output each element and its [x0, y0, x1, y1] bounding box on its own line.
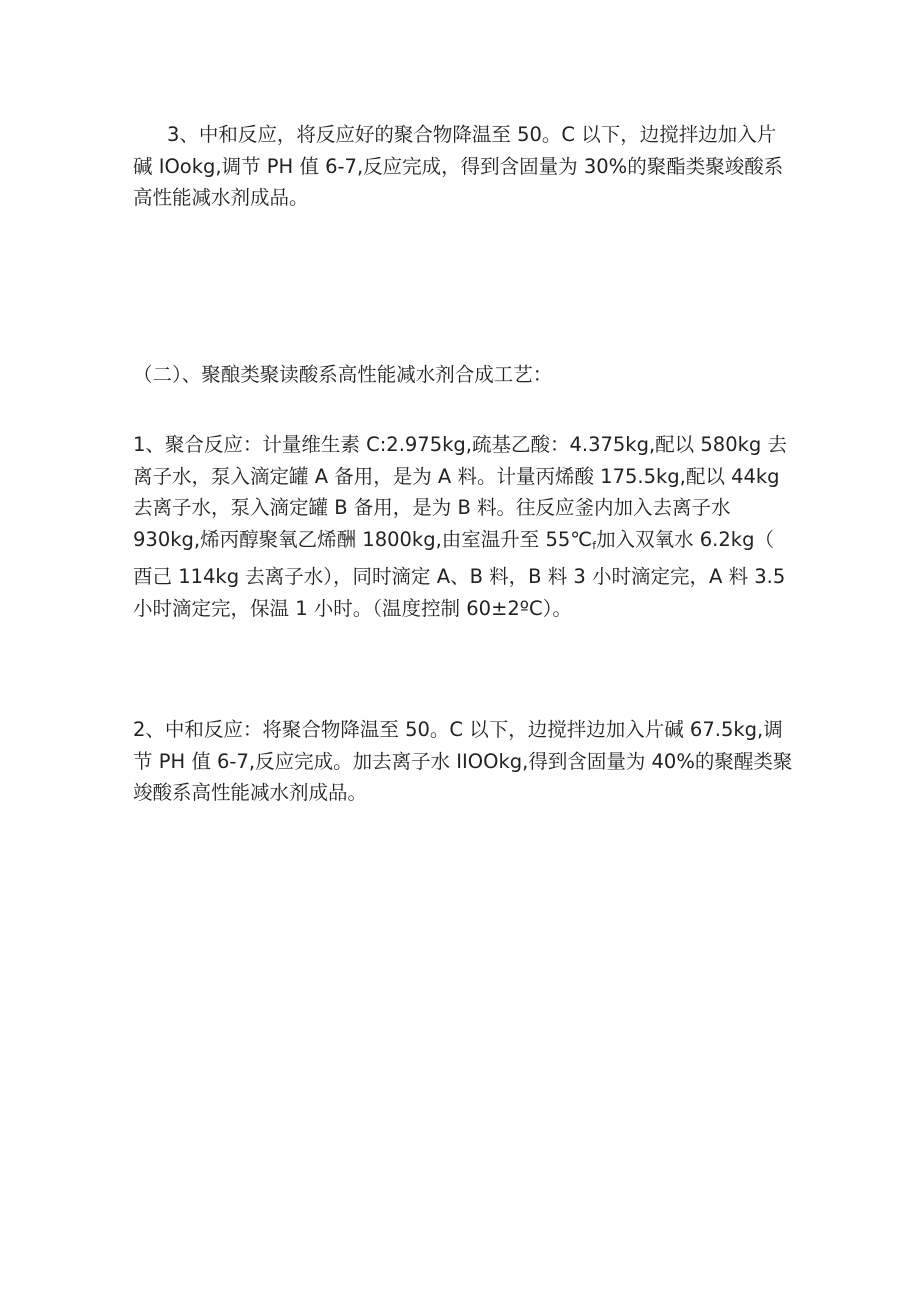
paragraph-step3: [133, 119, 798, 214]
step1-line-4: [133, 524, 798, 562]
step2-line-2: 节 PH 值 6-7,反应完成。加去离子水 IIOOkg,得到含固量为 40%的聚醒类聚: [133, 749, 793, 773]
step1-line-6: 小时滴定完，保温 1 小时。（温度控制 60±2ºC）。: [133, 596, 572, 620]
step1-line-2: 离子水，泵入滴定罐 A 备用，是为 A 料。计量丙烯酸 175.5kg,配以 44kg: [133, 464, 780, 488]
step1-line-4-head: 930kg,烯丙醇聚氧乙烯酬 1800kg,由室温升至 55℃: [133, 527, 593, 551]
section2-heading: [133, 359, 798, 391]
step1-line-4-subscript: f: [592, 538, 597, 552]
step1-line-1: 1、聚合反应：计量维生素 C:2.975kg,疏基乙酸：4.375kg,配以 580kg 去: [133, 433, 787, 456]
step3-line-1: 3、中和反应，将反应好的聚合物降温至 50。C 以下，边搅拌边加入片: [167, 123, 777, 146]
step3-line-2: 碱 IOokg,调节 PH 值 6-7,反应完成，得到含固量为 30%的聚酯类聚竣酸系: [133, 154, 784, 178]
step1-line-3: 去离子水，泵入滴定罐 B 备用，是为 B 料。往反应釜内加入去离子水: [133, 496, 731, 519]
step1-line-4-tail: 加入双氧水 6.2kg（: [596, 527, 774, 551]
paragraph-step2: [133, 714, 798, 809]
step2-line-1: 2、中和反应：将聚合物降温至 50。C 以下，边搅拌边加入片碱 67.5kg,调: [133, 718, 783, 741]
section2-heading-text: （二）、聚酿类聚读酸系高性能减水剂合成工艺：: [133, 363, 553, 386]
step2-line-3: 竣酸系高性能减水剂成品。: [133, 781, 368, 804]
step1-line-5: 酉己 114kg 去离子水），同时滴定 A、B 料，B 料 3 小时滴定完，A 料 3.5: [133, 565, 786, 588]
paragraph-step1: [133, 429, 798, 624]
step3-line-3: 高性能减水剂成品。: [133, 186, 309, 209]
